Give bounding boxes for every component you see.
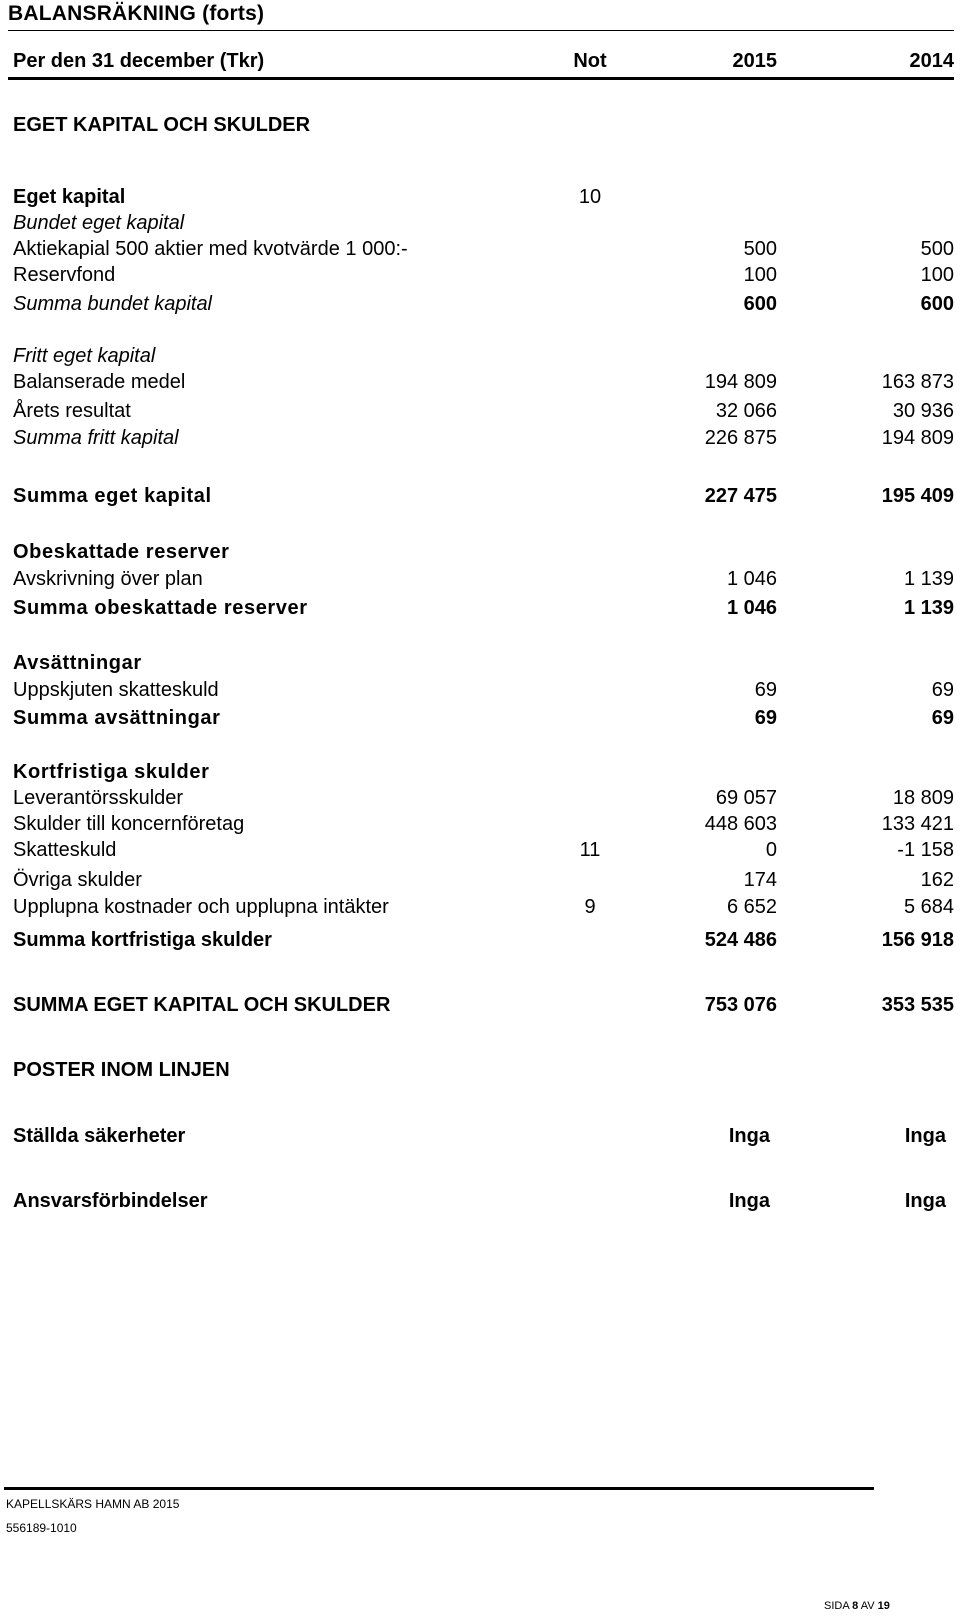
row-eget-kapital: Eget kapital 10: [0, 183, 960, 211]
row-summa-eget: Summa eget kapital 227 475 195 409: [13, 485, 954, 507]
row-reservfond: Reservfond 100 100: [13, 264, 954, 286]
header-divider: [8, 77, 954, 80]
header-period: Per den 31 december (Tkr): [13, 50, 265, 72]
row-ovriga: Övriga skulder 174 162: [13, 869, 954, 891]
footer-org-number: 556189-1010: [6, 1521, 77, 1535]
table-header: [0, 47, 960, 75]
row-uppskjuten: Uppskjuten skatteskuld 69 69: [13, 679, 954, 701]
row-summa-kortfristiga: Summa kortfristiga skulder 524 486 156 918: [13, 929, 954, 951]
row-summa-obeskattade: Summa obeskattade reserver 1 046 1 139: [13, 597, 954, 619]
row-fritt-rubrik: Fritt eget kapital: [13, 345, 156, 367]
note-ref: 10: [578, 186, 602, 208]
section-title: EGET KAPITAL OCH SKULDER: [13, 114, 311, 136]
row-balanserade: Balanserade medel 194 809 163 873: [13, 371, 954, 393]
row-avsattningar-rubrik: Avsättningar: [13, 652, 142, 674]
row-obeskattade-rubrik: Obeskattade reserver: [13, 541, 230, 563]
row-summa-fritt: Summa fritt kapital 226 875 194 809: [13, 427, 954, 449]
header-2015: 2015: [732, 50, 777, 72]
row-koncern: Skulder till koncernföretag 448 603 133 421: [13, 813, 954, 835]
row-ansvar: Ansvarsförbindelser Inga Inga: [13, 1190, 946, 1212]
note-ref: 9: [584, 896, 596, 918]
header-2014: 2014: [909, 50, 954, 72]
header-not: Not: [573, 50, 607, 72]
title-divider: [8, 30, 954, 31]
page-number: SIDA 8 AV 19: [824, 1600, 890, 1612]
row-bundet-rubrik: Bundet eget kapital: [13, 212, 185, 234]
page-title: BALANSRÄKNING (forts): [8, 2, 265, 25]
row-kortfristiga-rubrik: Kortfristiga skulder: [13, 761, 210, 783]
row-stallda: Ställda säkerheter Inga Inga: [13, 1125, 946, 1147]
footer-company: KAPELLSKÄRS HAMN AB 2015: [6, 1497, 180, 1511]
row-poster-rubrik: POSTER INOM LINJEN: [13, 1059, 230, 1081]
row-arets-resultat: Årets resultat 32 066 30 936: [13, 400, 954, 422]
row-summa-bundet: Summa bundet kapital 600 600: [13, 293, 954, 315]
row-skatteskuld: Skatteskuld 11 0 -1 158: [0, 836, 960, 864]
row-avskrivning: Avskrivning över plan 1 046 1 139: [13, 568, 954, 590]
row-upplupna: Upplupna kostnader och upplupna intäkter 9 6 652 5 684: [0, 893, 960, 921]
row-aktiekapital: Aktiekapial 500 aktier med kvotvärde 1 000:- 500 500: [13, 238, 954, 260]
row-summa-avsattningar: Summa avsättningar 69 69: [13, 707, 954, 729]
note-ref: 11: [579, 839, 601, 861]
row-summa-total: SUMMA EGET KAPITAL OCH SKULDER 753 076 353 535: [13, 994, 954, 1016]
footer-divider: [4, 1487, 874, 1490]
row-leverantor: Leverantörsskulder 69 057 18 809: [13, 787, 954, 809]
